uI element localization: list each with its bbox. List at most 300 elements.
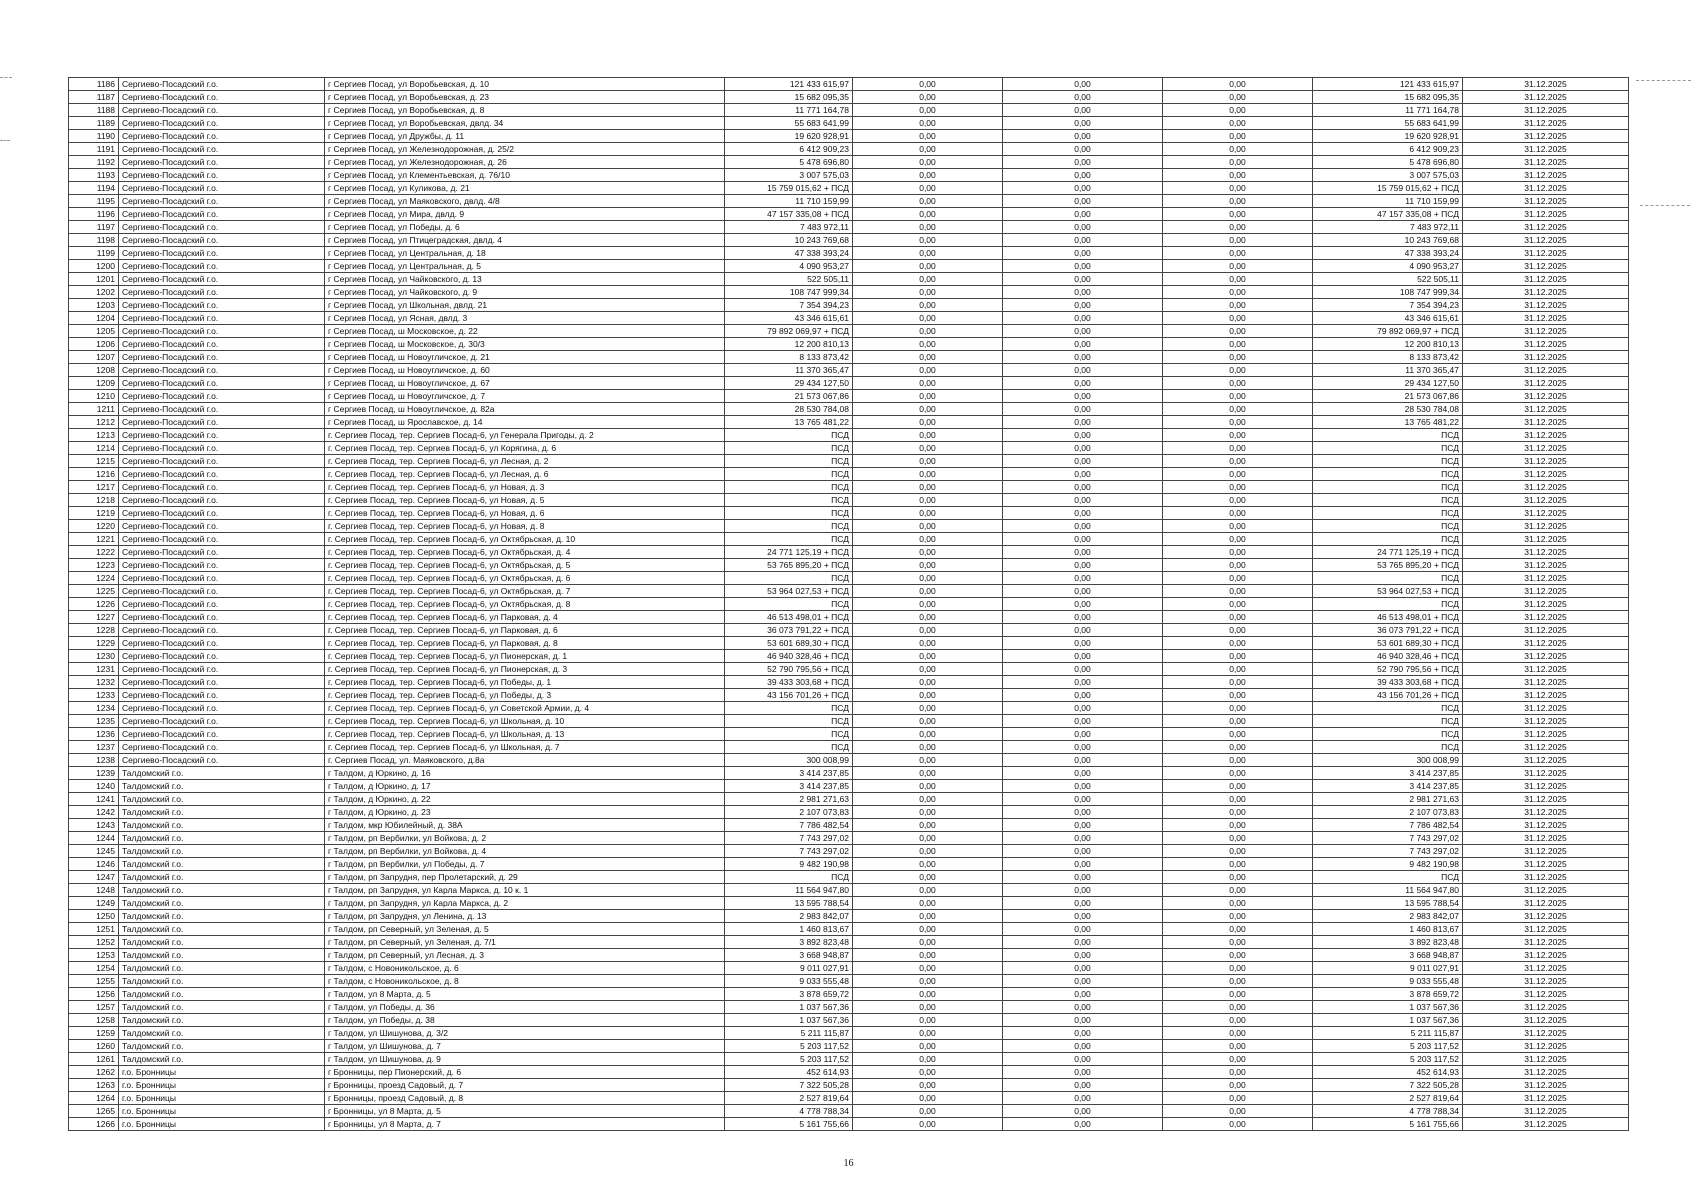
address-cell: г. Сергиев Посад, тер. Сергиев Посад-6, ул Октябрьская, д. 7 (325, 585, 725, 598)
address-cell: г. Сергиев Посад, тер. Сергиев Посад-6, ул Школьная, д. 10 (325, 715, 725, 728)
amount-cell: 13 765 481,22 (725, 416, 853, 429)
table-row (69, 988, 1629, 1001)
total-cell: 2 107 073,83 (1313, 806, 1463, 819)
municipality-cell: Сергиево-Посадский г.о. (119, 182, 325, 195)
zero-cell: 0,00 (853, 429, 1003, 442)
zero-cell: 0,00 (1163, 156, 1313, 169)
row-number: 1195 (69, 195, 119, 208)
zero-cell: 0,00 (1003, 182, 1163, 195)
zero-cell: 0,00 (853, 702, 1003, 715)
amount-cell: 2 981 271,63 (725, 793, 853, 806)
address-cell: г Сергиев Посад, ул Птицеградская, двлд. 4 (325, 234, 725, 247)
zero-cell: 0,00 (1163, 832, 1313, 845)
total-cell: ПСД (1313, 715, 1463, 728)
zero-cell: 0,00 (1003, 624, 1163, 637)
municipality-cell: Сергиево-Посадский г.о. (119, 247, 325, 260)
table-row (69, 715, 1629, 728)
address-cell: г Сергиев Посад, ул Воробьевская, д. 10 (325, 78, 725, 91)
date-cell: 31.12.2025 (1463, 156, 1629, 169)
total-cell: 53 601 689,30 + ПСД (1313, 637, 1463, 650)
zero-cell: 0,00 (853, 351, 1003, 364)
row-number: 1264 (69, 1092, 119, 1105)
date-cell: 31.12.2025 (1463, 897, 1629, 910)
date-cell: 31.12.2025 (1463, 598, 1629, 611)
row-number: 1258 (69, 1014, 119, 1027)
zero-cell: 0,00 (853, 104, 1003, 117)
total-cell: 46 513 498,01 + ПСД (1313, 611, 1463, 624)
total-cell: 108 747 999,34 (1313, 286, 1463, 299)
total-cell: 11 710 159,99 (1313, 195, 1463, 208)
zero-cell: 0,00 (1163, 130, 1313, 143)
zero-cell: 0,00 (853, 975, 1003, 988)
address-cell: г Талдом, рп Запрудня, ул Карла Маркса, д. 2 (325, 897, 725, 910)
municipality-cell: г.о. Бронницы (119, 1079, 325, 1092)
total-cell: 9 033 555,48 (1313, 975, 1463, 988)
municipality-cell: Сергиево-Посадский г.о. (119, 299, 325, 312)
row-number: 1262 (69, 1066, 119, 1079)
zero-cell: 0,00 (853, 949, 1003, 962)
zero-cell: 0,00 (1163, 988, 1313, 1001)
amount-cell: ПСД (725, 507, 853, 520)
table-row (69, 247, 1629, 260)
zero-cell: 0,00 (853, 1079, 1003, 1092)
total-cell: 3 668 948,87 (1313, 949, 1463, 962)
row-number: 1209 (69, 377, 119, 390)
address-cell: г. Сергиев Посад, тер. Сергиев Посад-6, ул Школьная, д. 7 (325, 741, 725, 754)
zero-cell: 0,00 (1163, 546, 1313, 559)
table-row (69, 793, 1629, 806)
address-cell: г Сергиев Посад, ул Дружбы, д. 11 (325, 130, 725, 143)
address-cell: г Сергиев Посад, ш Новоугличское, д. 7 (325, 390, 725, 403)
address-cell: г Талдом, рп Запрудня, ул Карла Маркса, д. 10 к. 1 (325, 884, 725, 897)
zero-cell: 0,00 (853, 247, 1003, 260)
total-cell: 15 682 095,35 (1313, 91, 1463, 104)
total-cell: 13 765 481,22 (1313, 416, 1463, 429)
zero-cell: 0,00 (1163, 650, 1313, 663)
zero-cell: 0,00 (1003, 923, 1163, 936)
table-row (69, 520, 1629, 533)
row-number: 1236 (69, 728, 119, 741)
address-cell: г Талдом, с Новоникольское, д. 8 (325, 975, 725, 988)
row-number: 1242 (69, 806, 119, 819)
amount-cell: 4 090 953,27 (725, 260, 853, 273)
amount-cell: ПСД (725, 741, 853, 754)
zero-cell: 0,00 (1003, 481, 1163, 494)
zero-cell: 0,00 (853, 234, 1003, 247)
zero-cell: 0,00 (1003, 273, 1163, 286)
table-row (69, 507, 1629, 520)
zero-cell: 0,00 (1003, 1066, 1163, 1079)
municipality-cell: Сергиево-Посадский г.о. (119, 390, 325, 403)
row-number: 1229 (69, 637, 119, 650)
municipality-cell: Талдомский г.о. (119, 910, 325, 923)
zero-cell: 0,00 (1163, 663, 1313, 676)
amount-cell: ПСД (725, 728, 853, 741)
table-row (69, 1079, 1629, 1092)
total-cell: ПСД (1313, 442, 1463, 455)
zero-cell: 0,00 (853, 156, 1003, 169)
zero-cell: 0,00 (1163, 819, 1313, 832)
row-number: 1265 (69, 1105, 119, 1118)
zero-cell: 0,00 (1003, 962, 1163, 975)
zero-cell: 0,00 (1003, 793, 1163, 806)
row-number: 1230 (69, 650, 119, 663)
zero-cell: 0,00 (853, 221, 1003, 234)
date-cell: 31.12.2025 (1463, 1118, 1629, 1131)
date-cell: 31.12.2025 (1463, 689, 1629, 702)
address-cell: г. Сергиев Посад, тер. Сергиев Посад-6, ул Корягина, д. 6 (325, 442, 725, 455)
municipality-cell: Сергиево-Посадский г.о. (119, 104, 325, 117)
address-cell: г Талдом, рп Северный, ул Зеленая, д. 5 (325, 923, 725, 936)
table-row (69, 637, 1629, 650)
amount-cell: 43 156 701,26 + ПСД (725, 689, 853, 702)
zero-cell: 0,00 (1163, 273, 1313, 286)
zero-cell: 0,00 (1003, 234, 1163, 247)
amount-cell: 3 668 948,87 (725, 949, 853, 962)
total-cell: 522 505,11 (1313, 273, 1463, 286)
table-row (69, 1014, 1629, 1027)
zero-cell: 0,00 (1163, 1040, 1313, 1053)
row-number: 1188 (69, 104, 119, 117)
table-row (69, 1118, 1629, 1131)
zero-cell: 0,00 (853, 741, 1003, 754)
municipality-cell: Талдомский г.о. (119, 806, 325, 819)
table-row (69, 572, 1629, 585)
date-cell: 31.12.2025 (1463, 923, 1629, 936)
total-cell: 53 765 895,20 + ПСД (1313, 559, 1463, 572)
address-cell: г Сергиев Посад, ул Ясная, двлд. 3 (325, 312, 725, 325)
municipality-cell: Сергиево-Посадский г.о. (119, 637, 325, 650)
zero-cell: 0,00 (853, 962, 1003, 975)
municipality-cell: Талдомский г.о. (119, 1014, 325, 1027)
row-number: 1220 (69, 520, 119, 533)
municipality-cell: Сергиево-Посадский г.о. (119, 481, 325, 494)
total-cell: 36 073 791,22 + ПСД (1313, 624, 1463, 637)
margin-mark (0, 77, 12, 78)
municipality-cell: г.о. Бронницы (119, 1066, 325, 1079)
total-cell: 53 964 027,53 + ПСД (1313, 585, 1463, 598)
date-cell: 31.12.2025 (1463, 195, 1629, 208)
table-row (69, 299, 1629, 312)
address-cell: г. Сергиев Посад, тер. Сергиев Посад-6, ул Победы, д. 1 (325, 676, 725, 689)
margin-mark (1636, 80, 1691, 81)
address-cell: г. Сергиев Посад, тер. Сергиев Посад-6, ул Пионерская, д. 1 (325, 650, 725, 663)
table-row (69, 273, 1629, 286)
address-cell: г Талдом, ул Победы, д. 36 (325, 1001, 725, 1014)
row-number: 1254 (69, 962, 119, 975)
row-number: 1248 (69, 884, 119, 897)
municipality-cell: Сергиево-Посадский г.о. (119, 741, 325, 754)
date-cell: 31.12.2025 (1463, 286, 1629, 299)
amount-cell: 7 322 505,28 (725, 1079, 853, 1092)
row-number: 1257 (69, 1001, 119, 1014)
zero-cell: 0,00 (853, 117, 1003, 130)
total-cell: 15 759 015,62 + ПСД (1313, 182, 1463, 195)
date-cell: 31.12.2025 (1463, 1040, 1629, 1053)
amount-cell: 5 161 755,66 (725, 1118, 853, 1131)
date-cell: 31.12.2025 (1463, 533, 1629, 546)
date-cell: 31.12.2025 (1463, 455, 1629, 468)
zero-cell: 0,00 (853, 676, 1003, 689)
zero-cell: 0,00 (853, 871, 1003, 884)
date-cell: 31.12.2025 (1463, 871, 1629, 884)
address-cell: г Сергиев Посад, ш Новоугличское, д. 82а (325, 403, 725, 416)
row-number: 1200 (69, 260, 119, 273)
row-number: 1196 (69, 208, 119, 221)
row-number: 1208 (69, 364, 119, 377)
table-row (69, 390, 1629, 403)
zero-cell: 0,00 (1003, 806, 1163, 819)
table-row (69, 689, 1629, 702)
zero-cell: 0,00 (853, 1066, 1003, 1079)
date-cell: 31.12.2025 (1463, 832, 1629, 845)
zero-cell: 0,00 (1163, 234, 1313, 247)
municipality-cell: Сергиево-Посадский г.о. (119, 585, 325, 598)
zero-cell: 0,00 (1163, 884, 1313, 897)
municipality-cell: Сергиево-Посадский г.о. (119, 676, 325, 689)
table-row (69, 663, 1629, 676)
amount-cell: 522 505,11 (725, 273, 853, 286)
zero-cell: 0,00 (1163, 104, 1313, 117)
municipality-cell: Талдомский г.о. (119, 923, 325, 936)
table-row (69, 533, 1629, 546)
zero-cell: 0,00 (1163, 936, 1313, 949)
table-row (69, 1053, 1629, 1066)
table-row (69, 962, 1629, 975)
address-cell: г Талдом, рп Северный, ул Лесная, д. 3 (325, 949, 725, 962)
amount-cell: 15 759 015,62 + ПСД (725, 182, 853, 195)
table-row (69, 910, 1629, 923)
zero-cell: 0,00 (1003, 130, 1163, 143)
amount-cell: 2 107 073,83 (725, 806, 853, 819)
zero-cell: 0,00 (853, 611, 1003, 624)
address-cell: г Сергиев Посад, ул Победы, д. 6 (325, 221, 725, 234)
date-cell: 31.12.2025 (1463, 78, 1629, 91)
municipality-cell: Сергиево-Посадский г.о. (119, 195, 325, 208)
zero-cell: 0,00 (1003, 1118, 1163, 1131)
zero-cell: 0,00 (1163, 897, 1313, 910)
zero-cell: 0,00 (1003, 312, 1163, 325)
total-cell: ПСД (1313, 533, 1463, 546)
address-cell: г Бронницы, пер Пионерский, д. 6 (325, 1066, 725, 1079)
municipality-cell: Сергиево-Посадский г.о. (119, 611, 325, 624)
zero-cell: 0,00 (853, 455, 1003, 468)
zero-cell: 0,00 (1003, 1079, 1163, 1092)
zero-cell: 0,00 (1003, 442, 1163, 455)
zero-cell: 0,00 (853, 468, 1003, 481)
row-number: 1250 (69, 910, 119, 923)
date-cell: 31.12.2025 (1463, 104, 1629, 117)
total-cell: 3 892 823,48 (1313, 936, 1463, 949)
date-cell: 31.12.2025 (1463, 728, 1629, 741)
date-cell: 31.12.2025 (1463, 351, 1629, 364)
zero-cell: 0,00 (1003, 598, 1163, 611)
amount-cell: ПСД (725, 429, 853, 442)
zero-cell: 0,00 (1003, 91, 1163, 104)
zero-cell: 0,00 (1163, 117, 1313, 130)
zero-cell: 0,00 (853, 364, 1003, 377)
amount-cell: ПСД (725, 442, 853, 455)
zero-cell: 0,00 (1163, 559, 1313, 572)
date-cell: 31.12.2025 (1463, 130, 1629, 143)
total-cell: 39 433 303,68 + ПСД (1313, 676, 1463, 689)
municipality-cell: Сергиево-Посадский г.о. (119, 559, 325, 572)
date-cell: 31.12.2025 (1463, 1027, 1629, 1040)
table-row (69, 260, 1629, 273)
amount-cell: 5 203 117,52 (725, 1053, 853, 1066)
zero-cell: 0,00 (1163, 403, 1313, 416)
date-cell: 31.12.2025 (1463, 949, 1629, 962)
municipality-cell: г.о. Бронницы (119, 1092, 325, 1105)
date-cell: 31.12.2025 (1463, 91, 1629, 104)
amount-cell: 2 527 819,64 (725, 1092, 853, 1105)
zero-cell: 0,00 (853, 260, 1003, 273)
address-cell: г. Сергиев Посад, ул. Маяковского, д.8а (325, 754, 725, 767)
amount-cell: 452 614,93 (725, 1066, 853, 1079)
zero-cell: 0,00 (1163, 949, 1313, 962)
amount-cell: ПСД (725, 871, 853, 884)
municipality-cell: Талдомский г.о. (119, 936, 325, 949)
amount-cell: 9 482 190,98 (725, 858, 853, 871)
address-cell: г Талдом, д Юркино, д. 16 (325, 767, 725, 780)
amount-cell: 121 433 615,97 (725, 78, 853, 91)
date-cell: 31.12.2025 (1463, 1079, 1629, 1092)
address-cell: г. Сергиев Посад, тер. Сергиев Посад-6, ул Пионерская, д. 3 (325, 663, 725, 676)
address-cell: г Талдом, ул Победы, д. 38 (325, 1014, 725, 1027)
zero-cell: 0,00 (1003, 663, 1163, 676)
date-cell: 31.12.2025 (1463, 1105, 1629, 1118)
amount-cell: 9 011 027,91 (725, 962, 853, 975)
zero-cell: 0,00 (1163, 728, 1313, 741)
amount-cell: 7 483 972,11 (725, 221, 853, 234)
total-cell: 2 527 819,64 (1313, 1092, 1463, 1105)
row-number: 1197 (69, 221, 119, 234)
date-cell: 31.12.2025 (1463, 676, 1629, 689)
date-cell: 31.12.2025 (1463, 520, 1629, 533)
date-cell: 31.12.2025 (1463, 715, 1629, 728)
zero-cell: 0,00 (853, 169, 1003, 182)
date-cell: 31.12.2025 (1463, 767, 1629, 780)
municipality-cell: Сергиево-Посадский г.о. (119, 598, 325, 611)
municipality-cell: Талдомский г.о. (119, 1040, 325, 1053)
table-row (69, 949, 1629, 962)
date-cell: 31.12.2025 (1463, 858, 1629, 871)
total-cell: ПСД (1313, 572, 1463, 585)
zero-cell: 0,00 (1003, 897, 1163, 910)
zero-cell: 0,00 (853, 78, 1003, 91)
row-number: 1194 (69, 182, 119, 195)
total-cell: 7 786 482,54 (1313, 819, 1463, 832)
table-row (69, 403, 1629, 416)
date-cell: 31.12.2025 (1463, 819, 1629, 832)
zero-cell: 0,00 (1163, 1118, 1313, 1131)
address-cell: г Сергиев Посад, ул Железнодорожная, д. 25/2 (325, 143, 725, 156)
table-row (69, 754, 1629, 767)
municipality-cell: Талдомский г.о. (119, 793, 325, 806)
row-number: 1226 (69, 598, 119, 611)
address-cell: г. Сергиев Посад, тер. Сергиев Посад-6, ул Парковая, д. 6 (325, 624, 725, 637)
municipality-cell: Талдомский г.о. (119, 858, 325, 871)
zero-cell: 0,00 (1003, 468, 1163, 481)
zero-cell: 0,00 (853, 130, 1003, 143)
zero-cell: 0,00 (1163, 858, 1313, 871)
row-number: 1219 (69, 507, 119, 520)
table-row (69, 767, 1629, 780)
amount-cell: ПСД (725, 520, 853, 533)
zero-cell: 0,00 (1003, 1092, 1163, 1105)
total-cell: 10 243 769,68 (1313, 234, 1463, 247)
municipality-cell: Сергиево-Посадский г.о. (119, 286, 325, 299)
amount-cell: 108 747 999,34 (725, 286, 853, 299)
table-row (69, 377, 1629, 390)
zero-cell: 0,00 (853, 1027, 1003, 1040)
amount-cell: 8 133 873,42 (725, 351, 853, 364)
amount-cell: 7 786 482,54 (725, 819, 853, 832)
row-number: 1224 (69, 572, 119, 585)
row-number: 1234 (69, 702, 119, 715)
table-row (69, 845, 1629, 858)
municipality-cell: Сергиево-Посадский г.о. (119, 260, 325, 273)
table-row (69, 429, 1629, 442)
municipality-cell: Талдомский г.о. (119, 897, 325, 910)
date-cell: 31.12.2025 (1463, 975, 1629, 988)
total-cell: 7 743 297,02 (1313, 845, 1463, 858)
total-cell: 300 008,99 (1313, 754, 1463, 767)
municipality-cell: Талдомский г.о. (119, 949, 325, 962)
address-cell: г Сергиев Посад, ул Клементьевская, д. 76/10 (325, 169, 725, 182)
zero-cell: 0,00 (1163, 741, 1313, 754)
address-cell: г. Сергиев Посад, тер. Сергиев Посад-6, ул Школьная, д. 13 (325, 728, 725, 741)
municipality-cell: Сергиево-Посадский г.о. (119, 169, 325, 182)
amount-cell: 300 008,99 (725, 754, 853, 767)
zero-cell: 0,00 (1163, 247, 1313, 260)
row-number: 1202 (69, 286, 119, 299)
table-row (69, 702, 1629, 715)
municipality-cell: Талдомский г.о. (119, 871, 325, 884)
row-number: 1215 (69, 455, 119, 468)
row-number: 1206 (69, 338, 119, 351)
zero-cell: 0,00 (1163, 845, 1313, 858)
zero-cell: 0,00 (853, 637, 1003, 650)
address-cell: г. Сергиев Посад, тер. Сергиев Посад-6, ул Новая, д. 8 (325, 520, 725, 533)
date-cell: 31.12.2025 (1463, 273, 1629, 286)
amount-cell: 47 157 335,08 + ПСД (725, 208, 853, 221)
address-cell: г Талдом, ул Шишунова, д. 7 (325, 1040, 725, 1053)
zero-cell: 0,00 (1163, 325, 1313, 338)
amount-cell: 11 771 164,78 (725, 104, 853, 117)
table-row (69, 819, 1629, 832)
table-row (69, 650, 1629, 663)
total-cell: 4 090 953,27 (1313, 260, 1463, 273)
date-cell: 31.12.2025 (1463, 624, 1629, 637)
zero-cell: 0,00 (1003, 208, 1163, 221)
date-cell: 31.12.2025 (1463, 650, 1629, 663)
row-number: 1244 (69, 832, 119, 845)
row-number: 1223 (69, 559, 119, 572)
municipality-cell: Сергиево-Посадский г.о. (119, 208, 325, 221)
table-row (69, 858, 1629, 871)
amount-cell: ПСД (725, 468, 853, 481)
zero-cell: 0,00 (853, 832, 1003, 845)
amount-cell: 4 778 788,34 (725, 1105, 853, 1118)
zero-cell: 0,00 (1163, 442, 1313, 455)
table-row (69, 897, 1629, 910)
total-cell: 3 007 575,03 (1313, 169, 1463, 182)
zero-cell: 0,00 (1163, 871, 1313, 884)
municipality-cell: Талдомский г.о. (119, 975, 325, 988)
address-cell: г Сергиев Посад, ул Воробьевская, д. 8 (325, 104, 725, 117)
zero-cell: 0,00 (853, 520, 1003, 533)
